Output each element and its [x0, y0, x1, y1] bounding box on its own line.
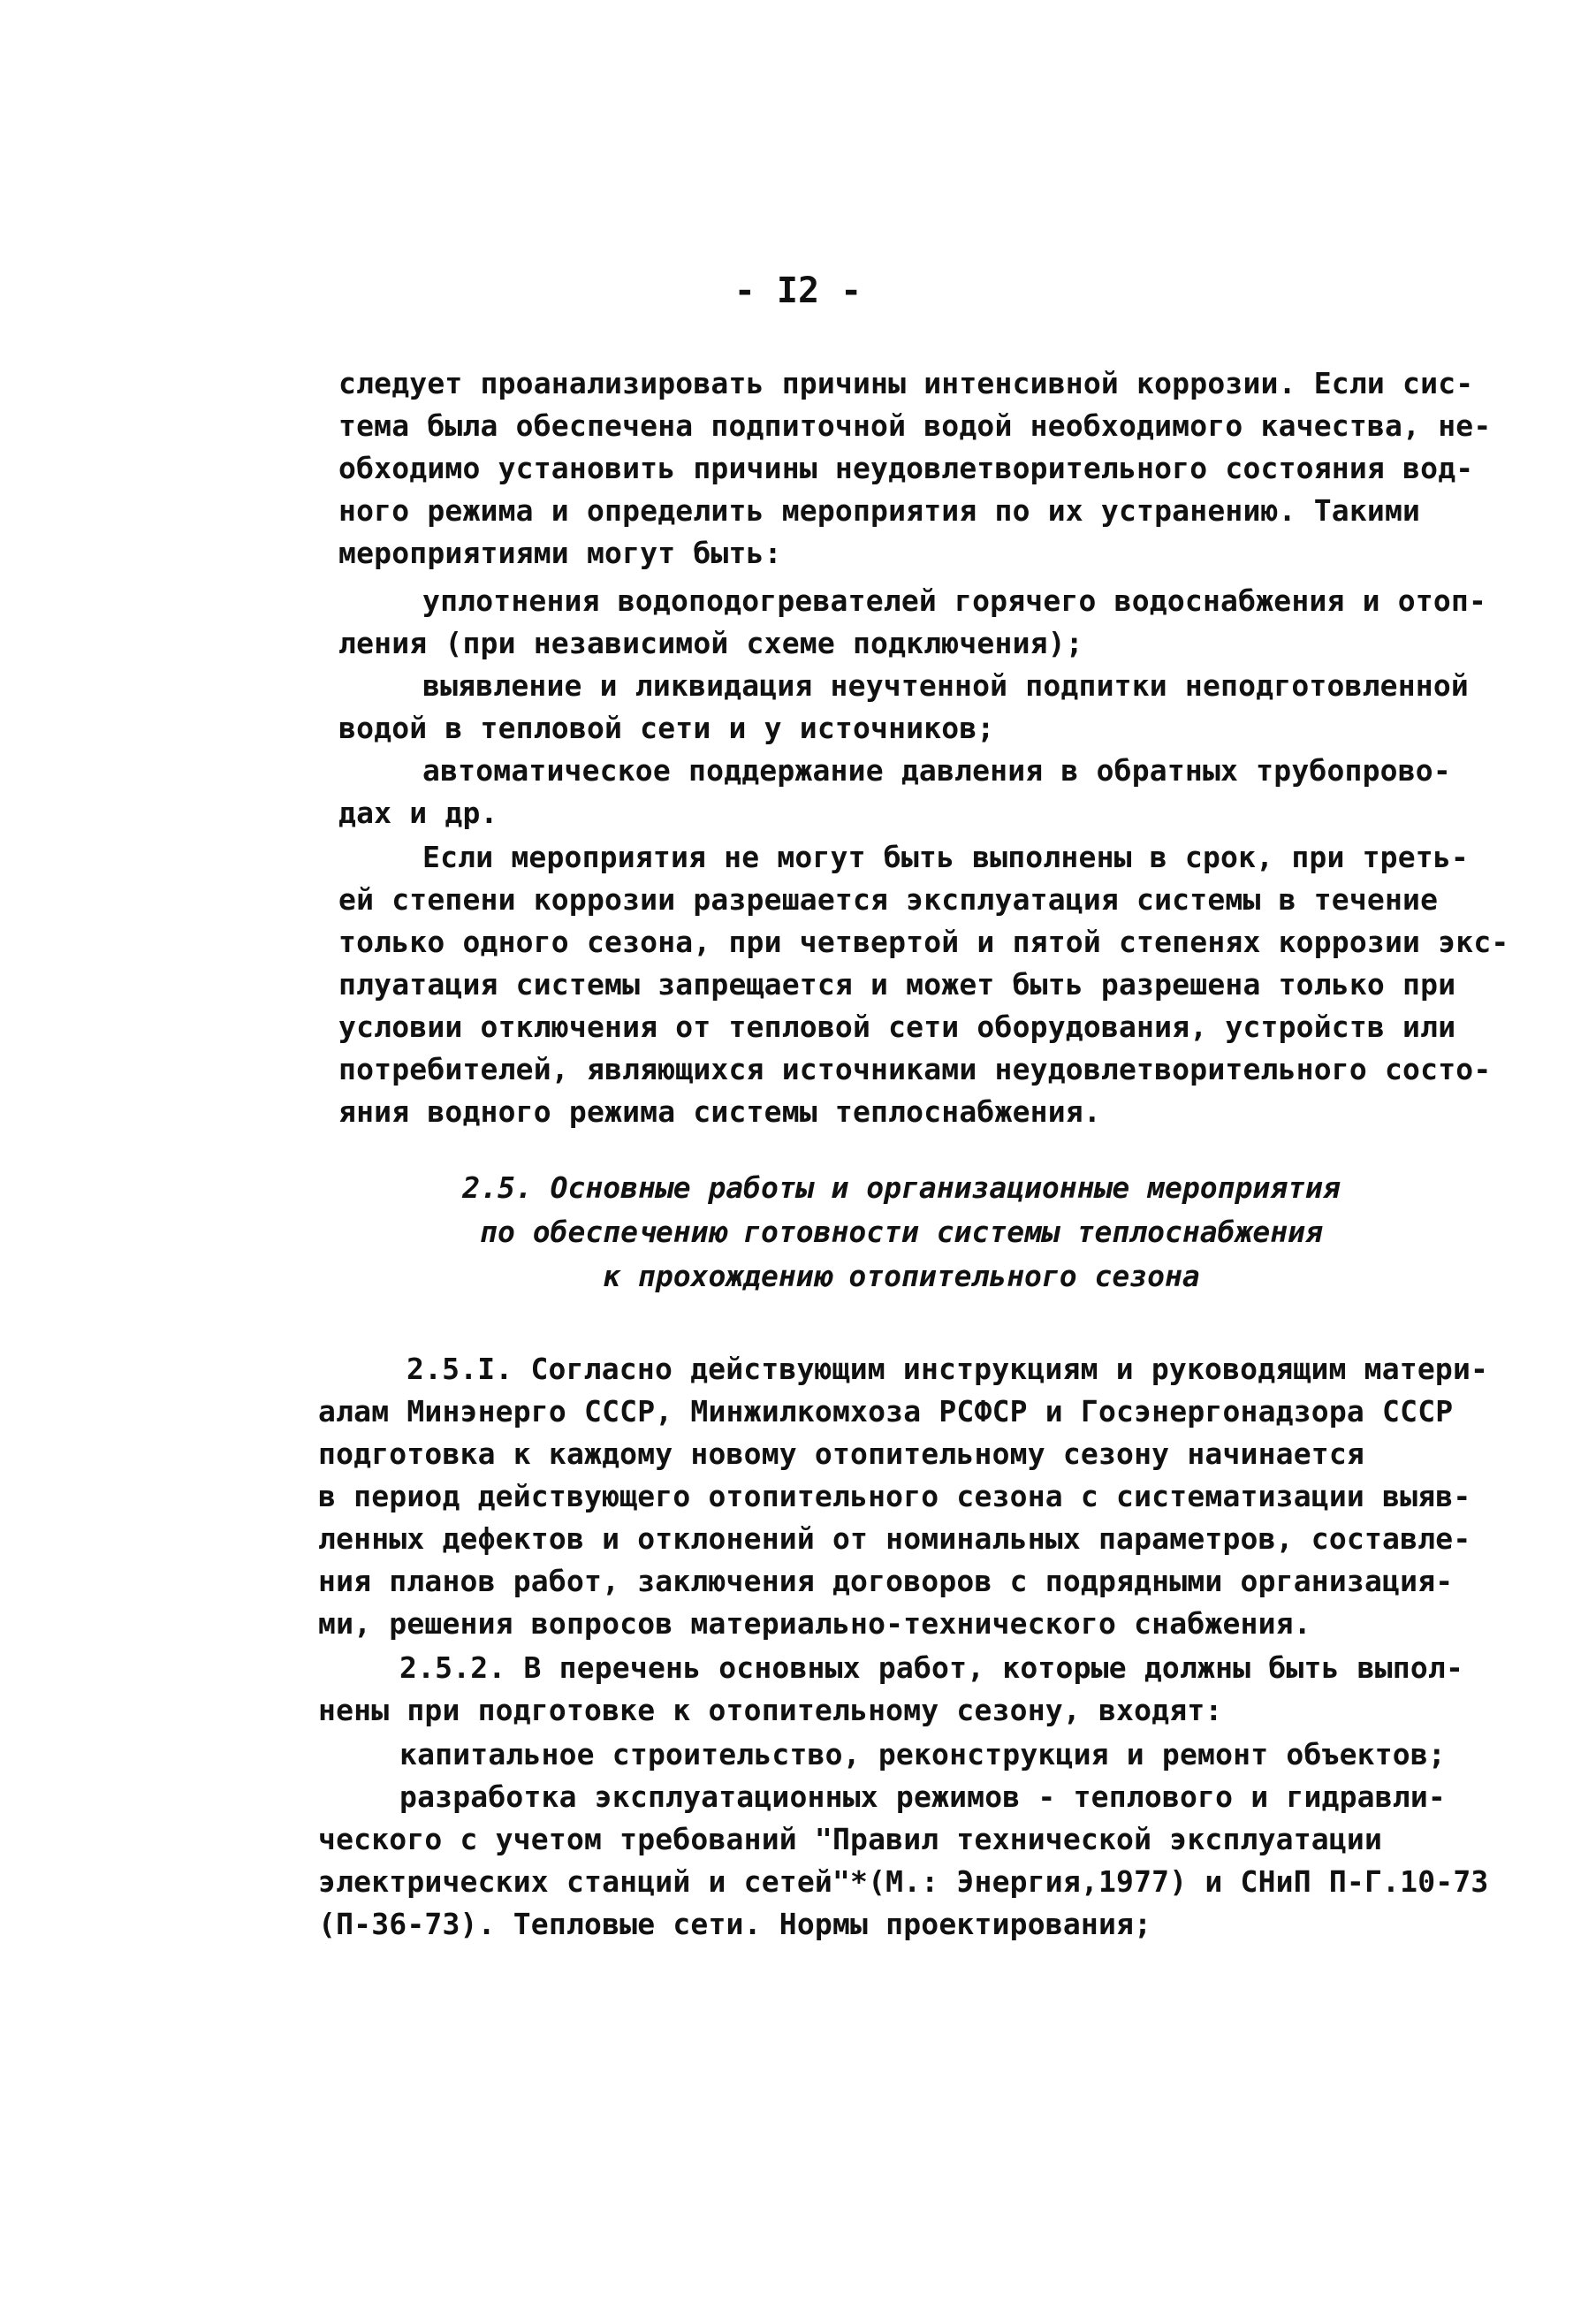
text-line: потребителей, являющихся источниками неудовлетворительного состо- [338, 1052, 1492, 1086]
text-line: ми, решения вопросов материально-технического снабжения. [318, 1606, 1311, 1641]
text-line: разработка эксплуатационных режимов - теплового и гидравли- [399, 1779, 1446, 1814]
text-line: только одного сезона, при четвертой и пятой степенях коррозии экс- [338, 925, 1509, 959]
list-item-line: выявление и ликвидация неучтенной подпитки неподготовленной [422, 668, 1469, 703]
heading-line: по обеспечению готовности системы теплоснабжения [480, 1215, 1323, 1249]
text-line: капитальное строительство, реконструкция и ремонт объектов; [399, 1737, 1446, 1771]
text-line: нены при подготовке к отопительному сезону, входят: [318, 1693, 1223, 1727]
heading-line: к прохождению отопительного сезона [603, 1259, 1200, 1293]
text-line: электрических станций и сетей"*(М.: Энергия,1977) и СНиП П-Г.10-73 [318, 1864, 1489, 1899]
list-item-line: водой в тепловой сети и у источников; [338, 711, 995, 745]
text-line: обходимо установить причины неудовлетворительного состояния вод- [338, 451, 1474, 485]
text-line: подготовка к каждому новому отопительному сезону начинается [318, 1436, 1364, 1471]
text-line: условии отключения от тепловой сети оборудования, устройств или [338, 1010, 1456, 1044]
list-item-line: уплотнения водоподогревателей горячего водоснабжения и отоп- [422, 583, 1487, 618]
text-line: ей степени коррозии разрешается эксплуатация системы в течение [338, 882, 1439, 917]
text-line: ческого с учетом требований "Правил технической эксплуатации [318, 1822, 1383, 1856]
text-line: яния водного режима системы теплоснабжения. [338, 1094, 1101, 1129]
text-line: алам Минэнерго СССР, Минжилкомхоза РСФСР и Госэнергонадзора СССР [318, 1394, 1454, 1429]
page-number: - I2 - [733, 270, 863, 311]
list-item-line: ления (при независимой схеме подключения); [338, 626, 1083, 660]
text-line: 2.5.I. Согласно действующим инструкциям и руководящим матери- [407, 1352, 1489, 1386]
text-line: в период действующего отопительного сезона с систематизации выяв- [318, 1479, 1471, 1513]
text-line: плуатация системы запрещается и может быть разрешена только при [338, 967, 1456, 1002]
list-item-line: автоматическое поддержание давления в обратных трубопрово- [422, 753, 1451, 788]
text-line: 2.5.2. В перечень основных работ, которые должны быть выпол- [399, 1650, 1464, 1685]
list-item-line: дах и др. [338, 796, 498, 830]
text-line: (П-36-73). Тепловые сети. Нормы проектирования; [318, 1907, 1152, 1941]
text-line: мероприятиями могут быть: [338, 536, 782, 570]
text-line: ленных дефектов и отклонений от номинальных параметров, составле- [318, 1521, 1471, 1556]
text-line: следует проанализировать причины интенсивной коррозии. Если сис- [338, 366, 1474, 400]
text-line: ния планов работ, заключения договоров с подрядными организация- [318, 1564, 1454, 1598]
text-line: ного режима и определить мероприятия по их устранению. Такими [338, 493, 1421, 528]
text-line: Если мероприятия не могут быть выполнены в срок, при треть- [422, 840, 1469, 874]
heading-line: 2.5. Основные работы и организационные мероприятия [462, 1170, 1341, 1205]
text-line: тема была обеспечена подпиточной водой необходимого качества, не- [338, 408, 1492, 443]
